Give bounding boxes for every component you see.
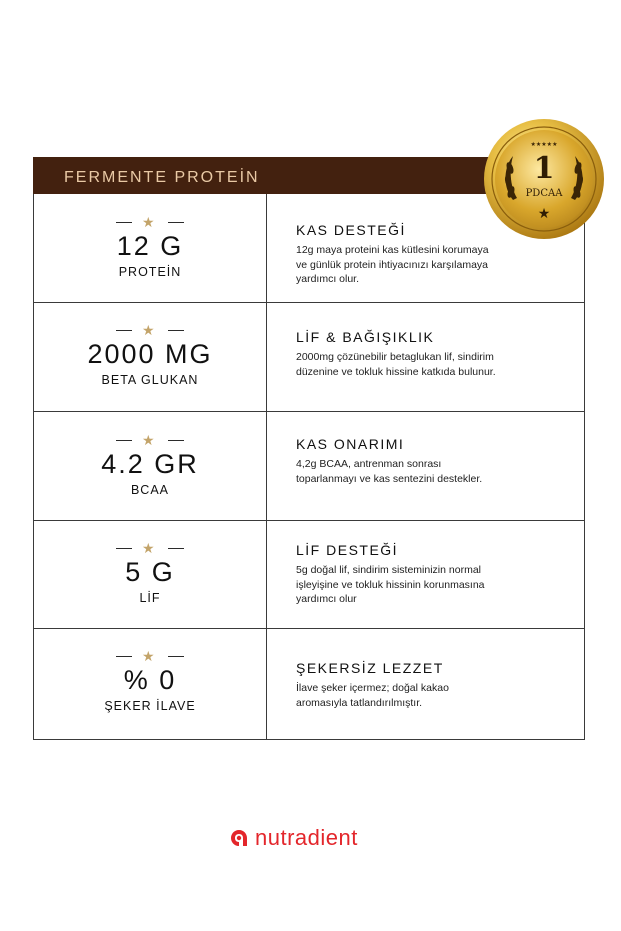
- brand-name: nutradient: [255, 825, 358, 850]
- star-divider: [34, 322, 266, 338]
- nutrient-label: PROTEİN: [118, 265, 182, 279]
- nutrient-cell: [34, 214, 266, 280]
- medal-star-icon: ★: [537, 206, 551, 222]
- benefit-heading: KAS DESTEĞİ: [296, 222, 406, 238]
- benefit-description: 2000mg çözünebilir betaglukan lif, sindirim düzenine ve tokluk hissine katkıda bulunur.: [296, 351, 496, 378]
- row-divider: [33, 628, 585, 629]
- medal-rank: 1: [533, 151, 555, 186]
- medal-label: PDCAA: [525, 188, 563, 199]
- nutrient-cell: [34, 540, 266, 606]
- benefit-description: 5g doğal lif, sindirim sisteminizin normal işleyişine ve tokluk hissinin korunmasına yardımcı olur: [296, 564, 485, 605]
- nutradient-logo-icon: [229, 828, 249, 848]
- pdcaa-medal-badge: [483, 118, 605, 240]
- star-divider: [34, 540, 266, 556]
- nutrient-value: 2000 MG: [87, 339, 213, 369]
- benefit-heading: LİF & BAĞIŞIKLIK: [296, 329, 435, 345]
- star-icon: ★: [142, 648, 155, 664]
- star-icon: ★: [142, 214, 155, 230]
- brand-logo: [229, 824, 358, 852]
- nutrient-label: LİF: [139, 591, 161, 605]
- star-icon: ★: [142, 540, 155, 556]
- nutrient-label: ŞEKER İLAVE: [104, 699, 196, 713]
- nutrient-value: 5 G: [125, 557, 175, 587]
- nutrient-cell: [34, 648, 266, 714]
- benefit-cell: [296, 659, 566, 710]
- star-divider: [34, 214, 266, 230]
- nutrient-label: BCAA: [130, 483, 170, 497]
- benefit-heading: ŞEKERSİZ LEZZET: [296, 660, 444, 676]
- row-divider: [33, 411, 585, 412]
- nutrient-cell: [34, 432, 266, 498]
- nutrient-cell: [34, 322, 266, 388]
- nutrient-value: % 0: [123, 665, 177, 695]
- medal-stars: ★★★★★: [530, 141, 558, 148]
- star-divider: [34, 648, 266, 664]
- star-divider: [34, 432, 266, 448]
- benefit-description: 4,2g BCAA, antrenman sonrası toparlanmayı ve kas sentezini destekler.: [296, 458, 483, 485]
- benefit-cell: [296, 435, 566, 486]
- nutrient-value: 12 G: [116, 231, 184, 261]
- benefit-heading: KAS ONARIMI: [296, 436, 405, 452]
- benefit-description: İlave şeker içermez; doğal kakao aromasıyla tatlandırılmıştır.: [296, 682, 449, 709]
- nutrient-value: 4.2 GR: [101, 449, 199, 479]
- section-title: FERMENTE PROTEİN: [64, 169, 260, 186]
- benefit-cell: [296, 328, 566, 379]
- star-icon: ★: [142, 322, 155, 338]
- benefit-heading: LİF DESTEĞİ: [296, 542, 399, 558]
- column-divider: [266, 194, 267, 739]
- nutrient-label: BETA GLUKAN: [101, 373, 199, 387]
- row-divider: [33, 302, 585, 303]
- row-divider: [33, 520, 585, 521]
- benefit-cell: [296, 541, 566, 607]
- benefit-description: 12g maya proteini kas kütlesini korumaya ve günlük protein ihtiyacınızı karşılamaya yardımcı olur.: [296, 244, 489, 285]
- star-icon: ★: [142, 432, 155, 448]
